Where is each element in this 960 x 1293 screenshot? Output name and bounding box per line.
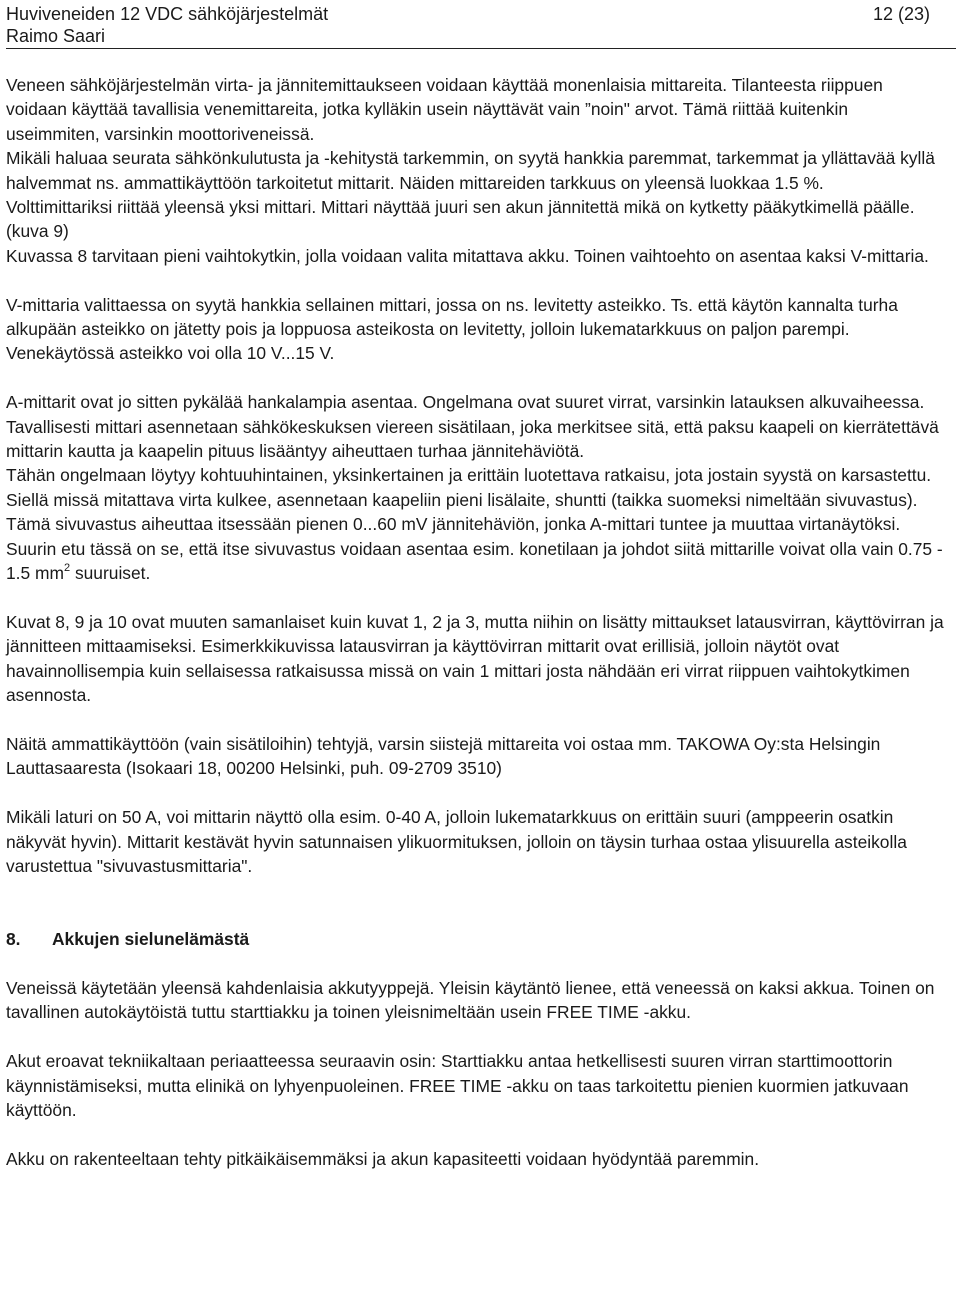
paragraph <box>6 488 944 586</box>
section-heading <box>6 927 944 951</box>
paragraph: Veneen sähköjärjestelmän virta- ja jännitemittaukseen voidaan käyttää monenlaisia mittareita. Tilanteesta riippuen voidaan käyttää tavallisia venemittareita, jotka kylläkin usein näyttävät vain ”noin" arvot. Tämä riittää kuitenkin useimmiten, varsinkin moottoriveneissä. <box>6 75 883 144</box>
section-title: Akkujen sielunelämästä <box>52 929 250 950</box>
paragraph: Kuvat 8, 9 ja 10 ovat muuten samanlaiset kuin kuvat 1, 2 ja 3, mutta niihin on lisätty mittaukset latausvirran, käyttövirran ja jännitteen mittaamiseksi. Esimerkkikuvissa latausvirran ja käyttövirran mittarit ovat erillisiä, jolloin näytöt ovat havainnollisempia kuin sellaisessa ratkaisussa missä on vain 1 mittari josta nähdään eri virrat riippuen vaihtokytkimen asennosta. <box>6 611 944 706</box>
paragraph-text: Siellä missä mitattava virta kulkee, asennetaan kaapeliin pieni lisälaite, shuntti (taikka suomeksi nimeltään sivuvastus). Tämä sivuvastus aiheuttaa itsessään pienen 0...60 mV jännitehäviön, jonka A-mittari tuntee ja muuttaa virtanäytöksi. Suurin etu tässä on se, että itse sivuvastus voidaan asentaa esim. konetilaan ja johdot siitä mittarille voivat olla vain 0.75 - 1.5 mm <box>6 489 943 584</box>
paragraph: Tähän ongelmaan löytyy kohtuuhintainen, yksinkertainen ja erittäin luotettava ratkaisu, jota jostain syystä on karsastettu. <box>6 465 932 486</box>
paragraph: A-mittarit ovat jo sitten pykälää hankalampia asentaa. Ongelmana ovat suuret virrat, varsinkin latauksen alkuvaiheessa. Tavallisesti mittari asennetaan sähkökeskuksen viereen sisätilaan, joka merkitsee sitä, että paksu kaapeli on kierrätettävä mittarin kautta ja kaapelin pituus lisääntyy aiheuttaen turhaa jännitehäviötä. <box>6 392 939 462</box>
document-author: Raimo Saari <box>6 26 106 46</box>
page-header <box>6 0 956 49</box>
paragraph: Akut eroavat tekniikaltaan periaatteessa seuraavin osin: Starttiakku antaa hetkellisesti suuren virran starttimoottorin käynnistämiseksi, mutta elinikä on lyhyenpuoleinen. FREE TIME -akku on taas tarkoitettu pienien kuormien jatkuvaan käyttöön. <box>6 1051 909 1120</box>
paragraph: Veneissä käytetään yleensä kahdenlaisia akkutyyppejä. Yleisin käytäntö lienee, että veneessä on kaksi akkua. Toinen on tavallinen autokäytöistä tuttu starttiakku ja toinen yleisnimeltään usein FREE TIME -akku. <box>6 977 935 1023</box>
paragraph: Akku on rakenteeltaan tehty pitkäikäisemmäksi ja akun kapasiteetti voidaan hyödyntää paremmin. <box>6 1148 760 1169</box>
document-title: Huviveneiden 12 VDC sähköjärjestelmät <box>6 4 329 24</box>
paragraph: Volttimittariksi riittää yleensä yksi mittari. Mittari näyttää juuri sen akun jännitettä mikä on kytketty pääkytkimellä päälle. (kuva 9) <box>6 197 915 242</box>
paragraph: Mikäli laturi on 50 A, voi mittarin näyttö olla esim. 0-40 A, jolloin lukematarkkuus on erittäin suuri (amppeerin osatkin näkyvät hyvin). Mittarit kestävät hyvin satunnaisen ylikuormituksen, jolloin on täysin turhaa ostaa ylisuurella asteikolla varustettua "sivuvastusmittaria". <box>6 807 907 876</box>
document-page <box>6 0 956 1169</box>
page-number: 12 (23) <box>872 4 930 24</box>
paragraph: Mikäli haluaa seurata sähkönkulutusta ja -kehitystä tarkemmin, on syytä hankkia paremmat, tarkemmat ja yllättavää kyllä halvemmat ns. ammattikäyttöön tarkoitetut mittarit. Näiden mittareiden tarkkuus on yleensä luokkaa 1.5 %. <box>6 148 935 193</box>
document-body <box>6 73 944 1171</box>
paragraph-text: suuruiset. <box>70 563 151 584</box>
paragraph: Kuvassa 8 tarvitaan pieni vaihtokytkin, jolla voidaan valita mitattava akku. Toinen vaihtoehto on asentaa kaksi V-mittaria. <box>6 245 929 266</box>
superscript: 2 <box>63 562 71 575</box>
paragraph: Näitä ammattikäyttöön (vain sisätiloihin) tehtyjä, varsin siistejä mittareita voi ostaa mm. TAKOWA Oy:sta Helsingin Lauttasaaresta (Isokaari 18, 00200 Helsinki, puh. 09-2709 3510) <box>6 733 881 779</box>
paragraph: V-mittaria valittaessa on syytä hankkia sellainen mittari, jossa on ns. levitetty asteikko. Ts. että käytön kannalta turha alkupään asteikko on jätetty pois ja loppuosa asteikosta on levitetty, jolloin lukematarkkuus on paljon parempi. Venekäytössä asteikko voi olla 10 V...15 V. <box>6 294 898 364</box>
section-number: 8. <box>6 929 21 950</box>
